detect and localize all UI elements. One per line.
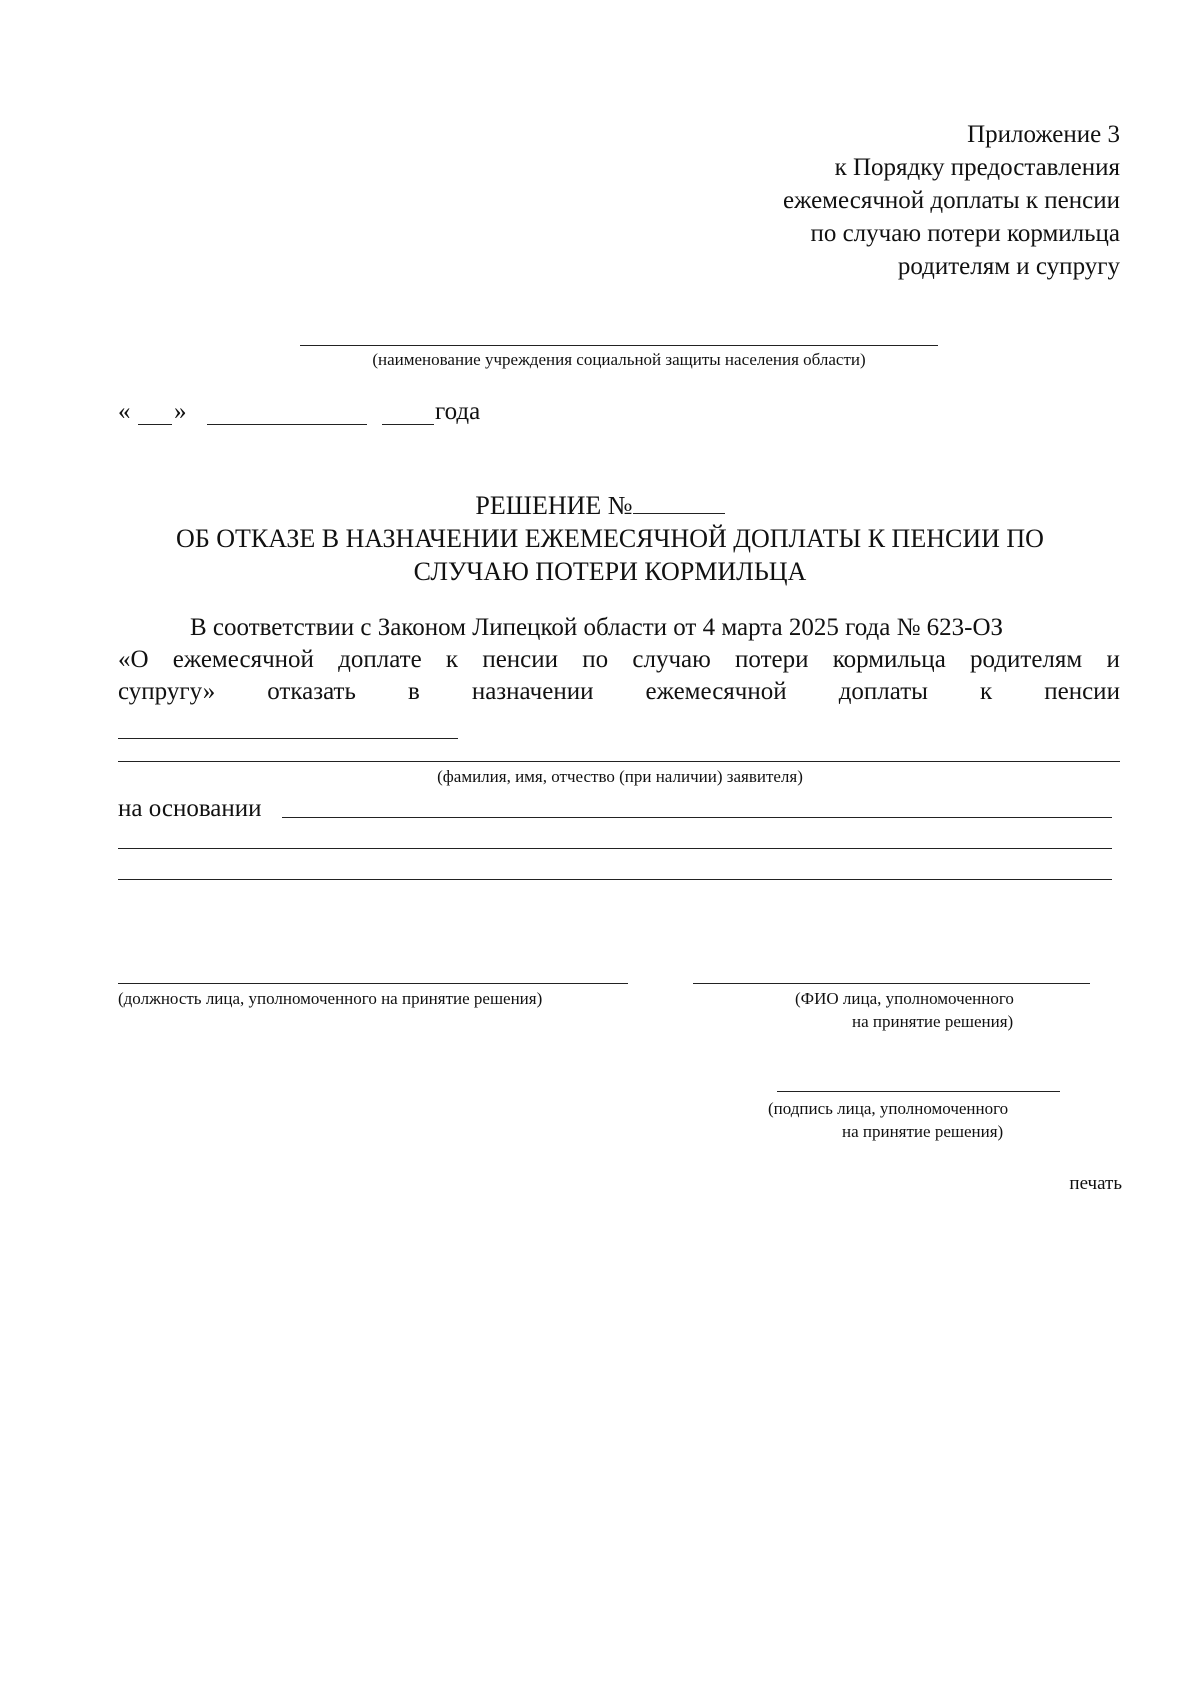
body-word: «О (118, 646, 149, 673)
position-line[interactable] (118, 983, 628, 984)
body-word: супругу» (118, 678, 216, 705)
body-word: доплаты (838, 678, 928, 705)
body-word: доплате (338, 646, 422, 673)
signature-caption-line1: (подпись лица, уполномоченного (768, 1099, 1009, 1118)
decision-number-line[interactable] (633, 491, 725, 514)
body-word: пенсии (1044, 678, 1120, 705)
applicant-name-line[interactable] (118, 761, 1120, 762)
body-word: кормильца (832, 646, 946, 673)
body-word: ежемесячной (172, 646, 314, 673)
basis-line-3[interactable] (118, 879, 1112, 880)
appendix-line: родителям и супругу (897, 253, 1120, 280)
institution-name-line[interactable] (300, 345, 938, 346)
fio-caption-line2: на принятие решения) (852, 1012, 1014, 1031)
body-word: назначении (471, 678, 594, 705)
date-open-quote: « (118, 398, 131, 425)
body-word: к (445, 646, 459, 673)
body-line3 (118, 676, 1120, 708)
body-word: и (1106, 646, 1120, 673)
decision-title-line1 (0, 490, 1200, 521)
body-word: потери (735, 646, 809, 673)
decision-title-line2: ОБ ОТКАЗЕ В НАЗНАЧЕНИИ ЕЖЕМЕСЯЧНОЙ ДОПЛАТЫ К ПЕНСИИ ПО (176, 524, 1044, 553)
fio-line[interactable] (693, 983, 1090, 984)
body-word: ежемесячной (645, 678, 787, 705)
decision-title-line3: СЛУЧАЮ ПОТЕРИ КОРМИЛЬЦА (413, 557, 807, 586)
basis-label: на основании (118, 795, 262, 822)
date-close-quote: » (174, 398, 187, 425)
date-year-word: года (435, 398, 481, 425)
appendix-line: ежемесячной доплаты к пенсии (783, 187, 1120, 214)
body-word: пенсии (482, 646, 559, 673)
signature-line[interactable] (777, 1091, 1060, 1092)
body-word: родителям (970, 646, 1083, 673)
position-caption: (должность лица, уполномоченного на принятие решения) (118, 989, 543, 1008)
body-line2 (118, 644, 1120, 676)
body-word: отказать (267, 678, 356, 705)
body-word: случаю (632, 646, 711, 673)
body-line1: В соответствии с Законом Липецкой области от 4 марта 2025 года № 623-ОЗ (190, 614, 1004, 641)
stamp-label: печать (1069, 1173, 1122, 1194)
appendix-header (783, 118, 1120, 283)
applicant-name-line-short[interactable] (118, 738, 458, 739)
decision-title-text: РЕШЕНИЕ № (475, 491, 633, 520)
body-word: по (582, 646, 609, 673)
appendix-line: по случаю потери кормильца (810, 220, 1120, 247)
fio-caption-line1: (ФИО лица, уполномоченного (795, 989, 1014, 1008)
body-word: к (980, 678, 993, 705)
institution-caption: (наименование учреждения социальной защиты населения области) (372, 350, 866, 369)
date-year-line[interactable] (382, 424, 434, 425)
basis-line-1[interactable] (282, 817, 1112, 818)
basis-line-2[interactable] (118, 848, 1112, 849)
date-month-line[interactable] (207, 424, 367, 425)
appendix-line: к Порядку предоставления (834, 154, 1120, 181)
date-day-line[interactable] (138, 424, 172, 425)
applicant-caption: (фамилия, имя, отчество (при наличии) заявителя) (437, 767, 803, 786)
appendix-line: Приложение 3 (967, 121, 1120, 148)
signature-caption-line2: на принятие решения) (842, 1122, 1004, 1141)
body-word: в (407, 678, 420, 705)
